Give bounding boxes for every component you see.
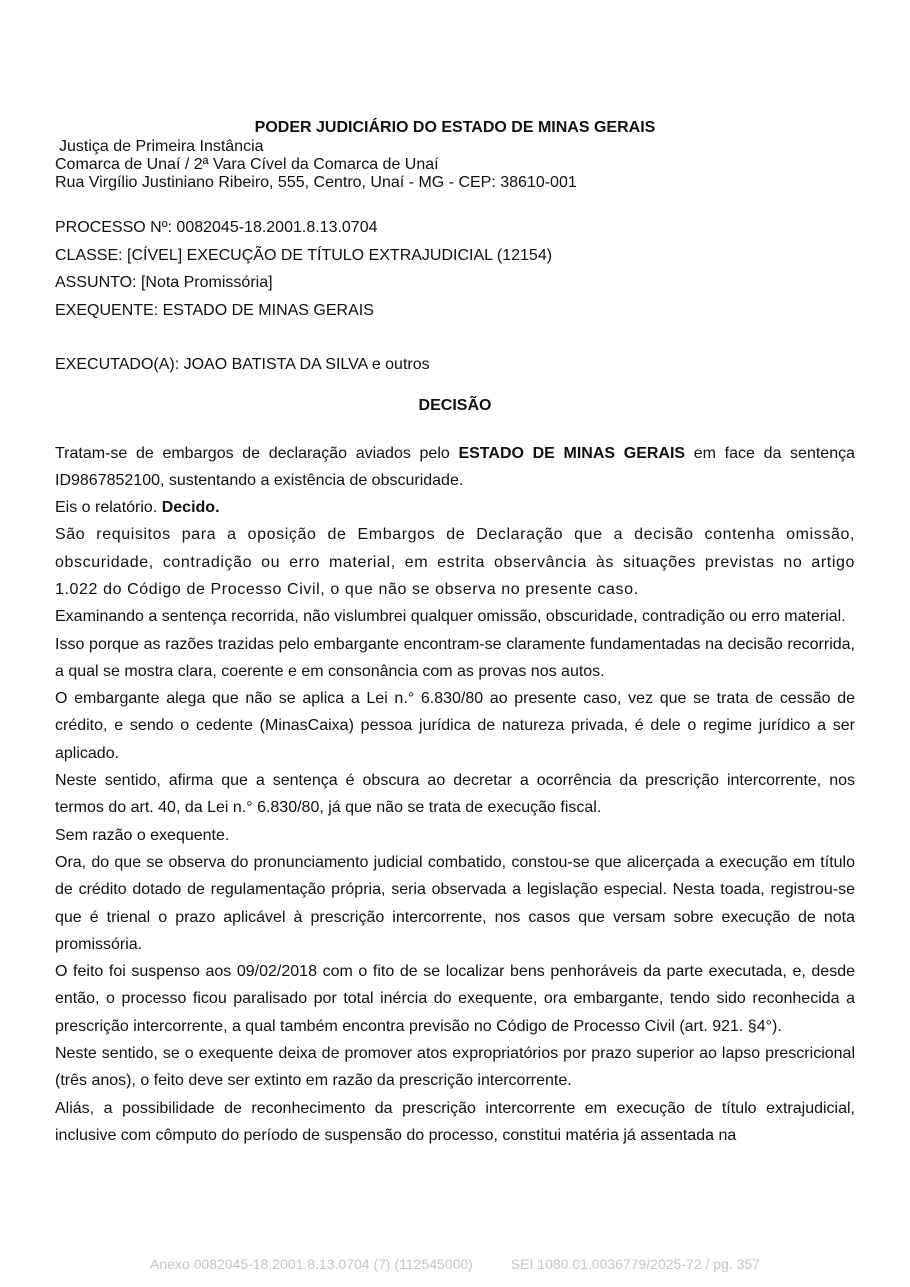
instance-line: Justiça de Primeira Instância xyxy=(59,138,264,155)
paragraph: Sem razão o exequente. xyxy=(55,826,230,844)
defendant: EXECUTADO(A): JOAO BATISTA DA SILVA e outros xyxy=(55,356,430,373)
sei-reference: SEI 1080.01.0036779/2025-72 / pg. 357 xyxy=(510,1256,760,1272)
case-metadata xyxy=(55,214,855,379)
process-number: PROCESSO Nº: 0082045-18.2001.8.13.0704 xyxy=(55,219,378,236)
court-district-line: Comarca de Unaí / 2ª Vara Cível da Comarca de Unaí xyxy=(55,156,439,173)
court-address-line: Rua Virgílio Justiniano Ribeiro, 555, Centro, Unaí - MG - CEP: 38610-001 xyxy=(55,174,577,191)
spacer xyxy=(55,324,855,351)
paragraph: Ora, do que se observa do pronunciamento judicial combatido, constou-se que alicerçada a execução em título de crédito dotado de regulamentação própria, seria observada a legislação especial. Nesta toada, registrou-se que é trienal o prazo aplicável à prescrição intercorrente, nos casos que versam sobre execução de nota promissória. xyxy=(55,853,855,953)
paragraph: O feito foi suspenso aos 09/02/2018 com o fito de se localizar bens penhoráveis da parte executada, e, desde então, o processo ficou paralisado por total inércia do exequente, ora embargante, tendo sido reconhecida a prescrição intercorrente, a qual também encontra previsão no Código de Processo Civil (art. 921. §4°). xyxy=(55,963,855,1035)
court-title: PODER JUDICIÁRIO DO ESTADO DE MINAS GERAIS xyxy=(254,119,656,136)
text-run: Tratam-se de embargos de declaração aviados pelo xyxy=(55,444,459,462)
paragraph xyxy=(55,440,855,495)
case-class: CLASSE: [CÍVEL] EXECUÇÃO DE TÍTULO EXTRAJUDICIAL (12154) xyxy=(55,246,553,264)
decision-heading: DECISÃO xyxy=(418,396,492,414)
paragraph: Neste sentido, afirma que a sentença é obscura ao decretar a ocorrência da prescrição intercorrente, nos termos do art. 40, da Lei n.° 6.830/80, já que não se trata de execução fiscal. xyxy=(55,772,855,817)
paragraph: Aliás, a possibilidade de reconhecimento da prescrição intercorrente em execução de título extrajudicial, inclusive com cômputo do período de suspensão do processo, constitui matéria já assentada na xyxy=(55,1099,855,1144)
text-run-bold: Decido. xyxy=(161,499,220,517)
document-body xyxy=(55,118,855,1149)
page-footer xyxy=(0,1256,910,1272)
case-subject: ASSUNTO: [Nota Promissória] xyxy=(55,274,273,291)
paragraph: O embargante alega que não se aplica a Lei n.° 6.830/80 ao presente caso, vez que se trata de cessão de crédito, e sendo o cedente (MinasCaixa) pessoa jurídica de natureza privada, é dele o regime jurídico a ser aplicado. xyxy=(55,690,855,762)
text-run: Eis o relatório. xyxy=(55,499,162,517)
paragraph xyxy=(55,494,855,521)
plaintiff: EXEQUENTE: ESTADO DE MINAS GERAIS xyxy=(55,301,374,319)
paragraph: Neste sentido, se o exequente deixa de promover atos expropriatórios por prazo superior ao lapso prescricional (três anos), o feito deve ser extinto em razão da prescrição intercorrente. xyxy=(55,1045,855,1090)
paragraph: São requisitos para a oposição de Embargos de Declaração que a decisão contenha omissão, obscuridade, contradição ou erro material, em estrita observância às situações previstas no artigo 1.022 do Código de Processo Civil, o que não se observa no presente caso. xyxy=(55,526,855,598)
annex-reference: Anexo 0082045-18.2001.8.13.0704 (7) (112545000) xyxy=(150,1256,473,1272)
text-run-bold: ESTADO DE MINAS GERAIS xyxy=(458,444,686,462)
paragraph: Isso porque as razões trazidas pelo embargante encontram-se claramente fundamentadas na decisão recorrida, a qual se mostra clara, coerente e em consonância com as provas nos autos. xyxy=(55,635,855,680)
text-run: em face da sentença ID9867852100, sustentando a existência de obscuridade. xyxy=(55,444,855,489)
paragraph: Examinando a sentença recorrida, não vislumbrei qualquer omissão, obscuridade, contradição ou erro material. xyxy=(55,608,846,626)
decision-text xyxy=(55,440,855,1150)
